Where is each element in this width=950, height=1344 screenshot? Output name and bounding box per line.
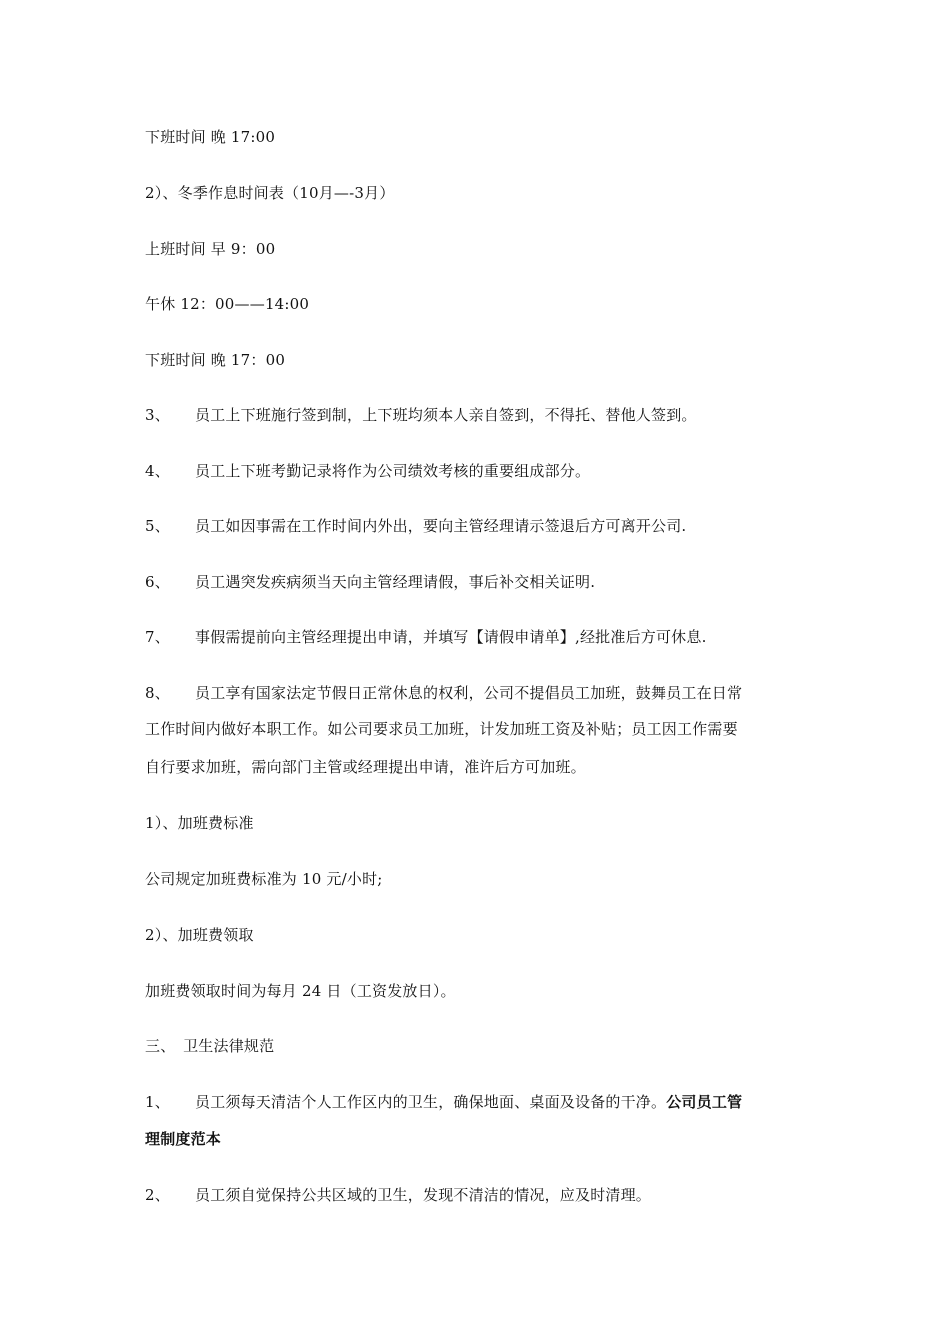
list-number: 6、 — [145, 573, 170, 591]
paragraph-lunch-break: 午休 12：00——14:00 — [145, 295, 310, 313]
subheading-overtime-rate: 1）、加班费标准 — [145, 814, 254, 832]
list-item-7 — [145, 627, 707, 647]
list-text: 事假需提前向主管经理提出申请，并填写【请假申请单】,经批准后方可休息. — [195, 628, 707, 646]
paragraph-winter-schedule-heading: 2）、冬季作息时间表（10月—-3月） — [145, 184, 395, 202]
paragraph-off-work-winter: 下班时间 晚 17：00 — [145, 351, 286, 369]
paragraph-work-start: 上班时间 早 9：00 — [145, 240, 276, 258]
list-text: 员工遇突发疾病须当天向主管经理请假，事后补交相关证明. — [195, 573, 596, 591]
paragraph-overtime-rate: 公司规定加班费标准为 10 元/小时; — [145, 870, 383, 888]
list-number: 2、 — [145, 1186, 170, 1204]
list-number: 4、 — [145, 462, 170, 480]
list-item-8-continuation-2: 自行要求加班，需向部门主管或经理提出申请，准许后方可加班。 — [145, 758, 586, 776]
list-number: 5、 — [145, 517, 170, 535]
bold-title-continuation: 理制度范本 — [145, 1130, 222, 1148]
list-text: 员工须每天清洁个人工作区内的卫生，确保地面、桌面及设备的干净。 — [195, 1093, 667, 1111]
list-text: 员工上下班施行签到制，上下班均须本人亲自签到，不得托、替他人签到。 — [195, 406, 697, 424]
list-text: 员工须自觉保持公共区域的卫生，发现不清洁的情况，应及时清理。 — [195, 1186, 652, 1204]
hygiene-item-1 — [145, 1092, 742, 1112]
subheading-overtime-collection: 2）、加班费领取 — [145, 926, 254, 944]
list-item-5 — [145, 516, 686, 536]
list-item-4 — [145, 461, 590, 481]
bold-title-fragment: 公司员工管 — [666, 1093, 743, 1111]
paragraph-off-work-summer: 下班时间 晚 17:00 — [145, 128, 276, 146]
list-number: 8、 — [145, 684, 170, 702]
list-item-8 — [145, 683, 742, 703]
list-item-6 — [145, 572, 595, 592]
list-text: 员工享有国家法定节假日正常休息的权利，公司不提倡员工加班，鼓舞员工在日常 — [195, 684, 743, 702]
paragraph-overtime-collection: 加班费领取时间为每月 24 日（工资发放日）。 — [145, 982, 456, 1000]
list-item-3 — [145, 405, 697, 425]
list-number: 7、 — [145, 628, 170, 646]
list-number: 1、 — [145, 1093, 170, 1111]
list-text: 员工如因事需在工作时间内外出，要向主管经理请示签退后方可离开公司. — [195, 517, 687, 535]
list-item-8-continuation-1: 工作时间内做好本职工作。如公司要求员工加班，计发加班工资及补贴；员工因工作需要 — [145, 720, 738, 738]
section-heading-hygiene: 三、 卫生法律规范 — [145, 1037, 275, 1055]
list-text: 员工上下班考勤记录将作为公司绩效考核的重要组成部分。 — [195, 462, 591, 480]
list-number: 3、 — [145, 406, 170, 424]
hygiene-item-2 — [145, 1185, 651, 1205]
